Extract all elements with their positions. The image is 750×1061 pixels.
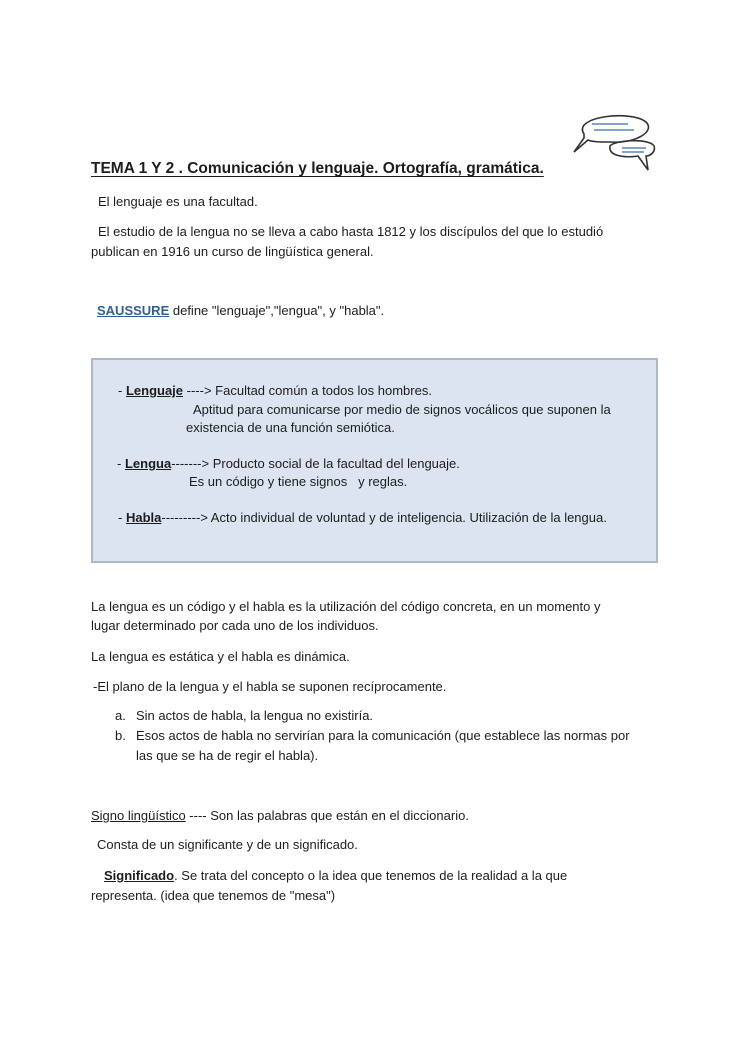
term-lengua: Lengua: [124, 456, 172, 471]
term-habla: Habla: [125, 510, 162, 525]
paragraph-1: El lenguaje es una facultad.: [98, 194, 258, 209]
list-item-b-line-1: Esos actos de habla no servirían para la comunicación (que establece las normas por: [136, 728, 630, 743]
paragraph-2-line-1: El estudio de la lengua no se lleva a cabo hasta 1812 y los discípulos del que lo estudió: [98, 224, 604, 239]
bullet-dash: -: [118, 510, 126, 525]
habla-definition: [118, 508, 607, 527]
list-item-b-marker: b.: [115, 728, 126, 743]
paragraph-3-line-2: lugar determinado por cada uno de los individuos.: [91, 618, 379, 633]
lenguaje-line-3: existencia de una función semiótica.: [186, 420, 395, 435]
bullet-dash: -: [118, 383, 126, 398]
page-title: TEMA 1 Y 2 . Comunicación y lenguaje. Ortografía, gramática.: [91, 160, 544, 177]
paragraph-2-line-2: publican en 1916 un curso de lingüística general.: [91, 244, 374, 259]
saussure-rest: define "lenguaje","lengua", y "habla".: [169, 303, 385, 318]
signo-definition: ---- Son las palabras que están en el diccionario.: [185, 808, 469, 823]
list-item-b-line-2: las que se ha de regir el habla).: [136, 748, 319, 763]
lenguaje-definition: [118, 381, 432, 400]
bullet-dash: -: [117, 456, 125, 471]
saussure-line: [97, 301, 384, 320]
signo-linguistico-line: [91, 806, 469, 825]
significado-definition: . Se trata del concepto o la idea que tenemos de la realidad a la que: [174, 868, 568, 883]
definition-text: ----> Facultad común a todos los hombres.: [183, 383, 432, 398]
significado-line-2: representa. (idea que tenemos de "mesa"): [91, 888, 336, 903]
significado-line: [104, 866, 567, 885]
saussure-name: SAUSSURE: [97, 303, 170, 318]
definition-text: -------> Producto social de la facultad del lenguaje.: [171, 456, 460, 471]
term-lenguaje: Lenguaje: [125, 383, 184, 398]
paragraph-3-line-1: La lengua es un código y el habla es la utilización del código concreta, en un momento y: [91, 599, 601, 614]
consta-line: Consta de un significante y de un significado.: [97, 837, 358, 852]
paragraph-4: La lengua es estática y el habla es dinámica.: [91, 649, 350, 664]
lenguaje-line-2: Aptitud para comunicarse por medio de signos vocálicos que suponen la: [193, 402, 611, 417]
lengua-line-2: Es un código y tiene signos y reglas.: [189, 474, 408, 489]
term-significado: Significado: [104, 868, 175, 883]
list-item-a-marker: a.: [115, 708, 126, 723]
lengua-definition: [117, 454, 460, 473]
definition-text: ---------> Acto individual de voluntad y de inteligencia. Utilización de la lengua.: [161, 510, 607, 525]
paragraph-5: -El plano de la lengua y el habla se suponen recíprocamente.: [93, 679, 447, 694]
list-item-a: Sin actos de habla, la lengua no existiría.: [136, 708, 374, 723]
speech-bubbles-icon: [570, 112, 660, 174]
term-signo-linguistico: Signo lingüístico: [91, 808, 186, 823]
